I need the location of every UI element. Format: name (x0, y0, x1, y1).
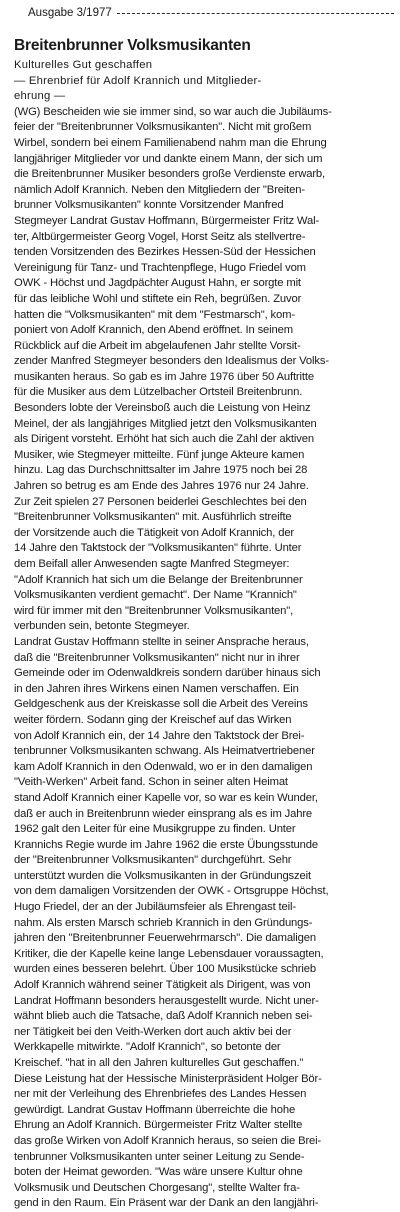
article-body-line: dem Beifall aller Anwesenden sagte Manfred Stegmeyer: (14, 558, 290, 570)
article-body-line: Meinel, der als langjähriges Mitglied jetzt den Volksmusikanten (14, 417, 317, 430)
article-body-line: tenbrunner Volksmusikanten schwang. Als Heimatvertriebener (14, 745, 315, 758)
article-body-line: Zur Zeit spielen 27 Personen beiderlei Geschlechtes bei den (14, 495, 307, 508)
article-body-line: der "Breitenbrunner Volksmusikanten" durchgeführt. Sehr (14, 854, 292, 867)
article-body-line: "Veith-Werken" Arbeit fand. Schon in seiner alten Heimat (14, 776, 288, 789)
article-body-line: nämlich Adolf Krannich. Neben den Mitgliedern der "Breiten- (14, 183, 305, 196)
article-body-line: von Adolf Krannich ein, der 14 Jahre den Taktstock der Brei- (14, 729, 305, 742)
article-body-line: als Dirigent vorsteht. Erhöht hat sich auch die Zahl der aktiven (14, 433, 314, 446)
article-body-line: langjähriger Mitglieder vor und dankte einem Mann, der sich um (14, 152, 323, 165)
article-body-line: Landrat Hoffmann besonders herausgestellt wurde. Nicht uner- (14, 994, 319, 1007)
article-body-line: Geldgeschenk aus der Kreiskasse soll die Arbeit des Vereins (14, 698, 308, 711)
article-body-line: musikanten heraus. So gab es im Jahre 1976 über 50 Auftritte (14, 370, 314, 383)
article-body-line: brunner Volksmusikanten" konnte Vorsitzender Manfred (14, 199, 284, 212)
article-body-line: hinzu. Lag das Durchschnittsalter im Jahre 1975 noch bei 28 (14, 464, 308, 477)
article-body-line: wird für immer mit den "Breitenbrunner Volksmusikanten", (14, 604, 294, 617)
article-body-line: 14 Jahre den Taktstock der "Volksmusikanten" führte. Unter (14, 542, 302, 555)
article-body-line: daß die "Breitenbrunner Volksmusikanten" nicht nur in ihrer (14, 651, 300, 664)
article-body-line: weiter fördern. Sodann ging der Kreischef auf das Wirken (14, 713, 292, 726)
article-subtitle-line: Kulturelles Gut geschaffen (14, 59, 153, 71)
article-body-line: Gemeinde oder im Odenwaldkreis sondern darüber hinaus sich (14, 667, 321, 680)
article-body-line: kam Adolf Krannich in den Odenwald, wo er in den damaligen (14, 760, 313, 773)
article-body-line: ter, Altbürgermeister Georg Vogel, Horst Seitz als stellvertre- (14, 230, 306, 243)
article-body-line: Stegmeyer Landrat Gustav Hoffmann, Bürgermeister Fritz Wal- (14, 214, 320, 227)
header-dashed-rule (117, 13, 394, 14)
article-body-line: 1962 galt den Leiter für eine Musikgruppe zu finden. Unter (14, 823, 296, 836)
article-body-line: ner Tätigkeit bei den Veith-Werken dort auch aktiv bei der (14, 1025, 292, 1038)
article-body-line: Hugo Friedel, der an der Jubiläumsfeier als Ehrengast teil- (14, 901, 296, 914)
article-body-line: Wirbel, sondern bei einem Familienabend nahm man die Ehrung (14, 136, 327, 149)
article-body-line: Ehrung an Adolf Krannich. Bürgermeister Fritz Walter stellte (14, 1119, 303, 1132)
issue-header (28, 6, 394, 20)
article-text (14, 58, 394, 1212)
article-body-line: Kreischef. "hat in all den Jahren kulturelles Gut geschaffen." (14, 1057, 304, 1069)
article-body-line: Jahren so betrug es am Ende des Jahres 1976 nur 24 Jahre. (14, 480, 309, 493)
article-body-line: gend in den Raum. Ein Präsent war der Dank an den langjähri- (14, 1197, 319, 1210)
article-body-line: wähnt blieb auch die Tatsache, daß Adolf Krannich neben sei- (14, 1010, 313, 1023)
article-body-line: für die Musiker aus dem Lützelbacher Ortsteil Breitenbrunn. (14, 386, 303, 399)
article-body-line: nahm. Als ersten Marsch schrieb Krannich in den Gründungs- (14, 916, 313, 929)
article-body-line: Diese Leistung hat der Hessische Ministerpräsident Holger Bör- (14, 1072, 322, 1085)
article-body-line: "Breitenbrunner Volksmusikanten" mit. Ausführlich streifte (14, 511, 292, 524)
article-body-line: daß er auch in Breitenbrunn wieder einsprang als es im Jahre (14, 807, 313, 820)
article-body-line: Werkkapelle mitwirkte. "Adolf Krannich", so betonte der (14, 1041, 281, 1054)
article-body-line: der Vorsitzende auch die Tätigkeit von Adolf Krannich, der (14, 526, 295, 539)
article-body-line: zender Manfred Stegmeyer besonders den Idealismus der Volks- (14, 355, 329, 368)
article-body-line: tenbrunner Volksmusikanten unter seiner Leitung zu Sende- (14, 1150, 305, 1163)
article-body-line: Besonders lobte der Vereinsboß auch die Leistung von Heinz (14, 402, 311, 415)
article-body-line: hatten die "Volksmusikanten" mit dem "Festmarsch", kom- (14, 308, 295, 321)
article-body-line: Musiker, wie Stegmeyer mitteilte. Fünf junge Akteure kamen (14, 448, 305, 461)
article-body-line: jahren den "Breitenbrunner Feuerwehrmarsch". Die damaligen (14, 932, 316, 945)
article-body-line: die Breitenbrunner Musiker besonders große Verdienste erwarb, (14, 168, 326, 181)
article-body-line: (WG) Bescheiden wie sie immer sind, so war auch die Jubiläums- (14, 105, 332, 118)
article-body-line: von dem damaligen Vorsitzenden der OWK - Ortsgruppe Höchst, (14, 885, 329, 898)
article-body-line: Volksmusik und Deutschen Chorgesang", stellte Walter fra- (14, 1181, 300, 1194)
article-body-line: Volksmusikanten verdient gemacht". Der Name "Krannich" (14, 589, 297, 602)
article-subtitle-line: — Ehrenbrief für Adolf Krannich und Mitglieder- (14, 74, 262, 87)
article-body-line: Krannichs Regie wurde im Jahre 1962 die erste Übungsstunde (14, 838, 318, 851)
article-body-line: Kritiker, die der Kapelle keine lange Lebensdauer voraussagten, (14, 947, 324, 960)
article-title: Breitenbrunner Volksmusikanten (14, 37, 251, 54)
article-body-line: Landrat Gustav Hoffmann stellte in seiner Ansprache heraus, (14, 635, 309, 648)
article-body-line: für das leibliche Wohl und stiftete ein Reh, begrüßen. Zuvor (14, 292, 302, 305)
article-body-line: wurden eines besseren belehrt. Über 100 Musikstücke schrieb (14, 963, 316, 976)
article-body-line: unterstützt wurden die Volksmusikanten in der Gründungszeit (14, 869, 311, 882)
article-body-line: verbunden sein, betonte Stegmeyer. (14, 620, 190, 633)
article-body-line: Adolf Krannich während seiner Tätigkeit als Dirigent, was von (14, 979, 311, 992)
article-body-line: "Adolf Krannich hat sich um die Belange der Breitenbrunner (14, 573, 303, 586)
article-body-line: poniert von Adolf Krannich, den Abend eröffnet. In seinem (14, 324, 293, 337)
article-body-line: tenden Vorsitzenden des Bezirkes Hessen-Süd der Hessichen (14, 246, 316, 259)
article-body-line: boten der Heimat geworden. "Was wäre unsere Kultur ohne (14, 1166, 303, 1179)
article-body-line: gewürdigt. Landrat Gustav Hoffmann überreichte die hohe (14, 1103, 296, 1116)
article-body-line: feier der "Breitenbrunner Volksmusikanten". Nicht mit großem (14, 121, 312, 134)
article-body-line: Rückblick auf die Arbeit im abgelaufenen Jahr stellte Vorsit- (14, 339, 301, 352)
article-body-line: ner mit der Verleihung des Ehrenbriefes des Landes Hessen (14, 1088, 307, 1101)
article-body-line: OWK - Höchst und Jagdpächter August Hahn, er sorgte mit (14, 277, 301, 290)
article-body-line: Vereinigung für Tanz- und Trachtenpflege, Hugo Friedel vom (14, 261, 306, 274)
article-body-line: in den Jahren ihres Wirkens einen Namen verschaffen. Ein (14, 682, 299, 695)
article-body-line: stand Adolf Krannich einer Kapelle vor, so war es kein Wunder, (14, 791, 318, 804)
article-subtitle-line: ehrung — (14, 90, 66, 103)
article-body-line: das große Wirken von Adolf Krannich heraus, so seien die Brei- (14, 1134, 322, 1147)
issue-label: Ausgabe 3/1977 (28, 7, 112, 19)
